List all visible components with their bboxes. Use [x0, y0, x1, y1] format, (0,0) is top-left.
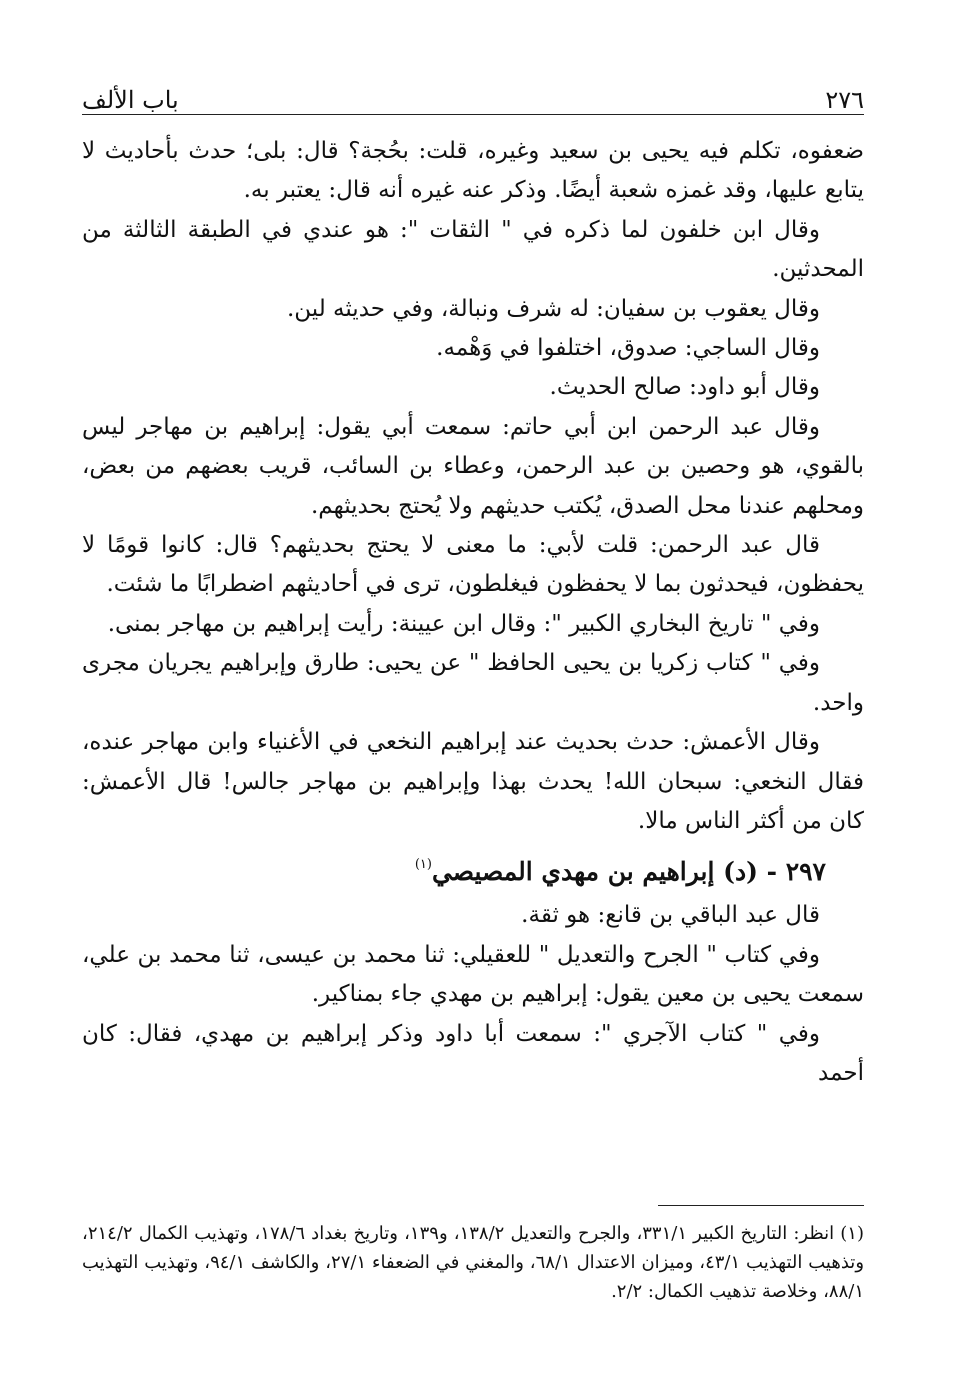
paragraph-ibn-khalfun: وقال ابن خلفون لما ذكره في " الثقات ": هو عندي في الطبقة الثالثة من المحدثين.	[82, 216, 864, 283]
paragraph-abdurrahman: قال عبد الرحمن: قلت لأبي: ما معنى لا يحتج بحديثهم؟ قال: كانوا قومًا لا يحفظون، فيحدثون بما لا يحفظون فيغلطون، ترى في أحاديثهم اضطرابًا ما شئت.	[82, 532, 864, 598]
paragraph-ibn-abi-hatim: وقال عبد الرحمن ابن أبي حاتم: سمعت أبي يقول: إبراهيم بن مهاجر ليس بالقوي، هو وحصين بن عبد الرحمن، وعطاء بن السائب، قريب بعضهم من بعض، ومحلهم عندنا محل الصدق، يُكتب حديثهم ولا يُحتج بحديثهم.	[82, 413, 864, 519]
page-number: ٢٧٦	[825, 86, 864, 114]
paragraph-continuation: ضعفوه، تكلم فيه يحيى بن سعيد وغيره، قلت: بحُجة؟ قال: بلى؛ حدث بأحاديث لا يتابع عليها، وقد غمزه شعبة أيضًا. وذكر عنه غيره أنه قال: يعتبر به.	[82, 138, 864, 204]
book-page	[82, 0, 864, 1377]
footnote-divider	[658, 1205, 864, 1206]
footnote-1: (١) انظر: التاريخ الكبير ٣٣١/١، والجرح والتعديل ١٣٨/٢، و١٣٩، وتاريخ بغداد ١٧٨/٦، وتهذيب الكمال ٢١٤/٢، وتذهيب التهذيب ٤٣/١، وميزان الاعتدال ٦٨/١، والمغني في الضعفاء ٢٧/١، والكاشف ٩٤/١، وتهذيب التهذيب ٨٨/١، وخلاصة تذهيب الكمال: ٢/٢.	[82, 1223, 865, 1302]
main-text	[82, 132, 864, 1093]
footnote-reference[interactable]: (١)	[414, 857, 432, 873]
paragraph-ajurri: وفي " كتاب الآجري ": سمعت أبا داود وذكر إبراهيم بن مهدي، فقال: كان أحمد	[82, 1020, 864, 1086]
paragraph-saji: وقال الساجي: صدوق، اختلفوا في وَهْمه.	[436, 335, 820, 362]
paragraph-ibn-qani: قال عبد الباقي بن قانع: هو ثقة.	[521, 902, 820, 929]
footnotes	[82, 1219, 864, 1306]
entry-heading	[82, 841, 864, 896]
entry-title: ٢٩٧ - (د) إبراهيم بن مهدي المصيصي	[431, 857, 826, 887]
paragraph-abu-dawud: وقال أبو داود: صالح الحديث.	[549, 374, 820, 401]
running-header	[82, 72, 864, 112]
paragraph-uqayli: وفي كتاب " الجرح والتعديل " للعقيلي: ثنا محمد بن عيسى، ثنا محمد بن علي، سمعت يحيى بن معين يقول: إبراهيم بن مهدي جاء بمناكير.	[82, 941, 864, 1008]
paragraph-yaqub: وقال يعقوب بن سفيان: له شرف ونبالة، وفي حديثه لين.	[286, 295, 820, 322]
paragraph-bukhari: وفي " تاريخ البخاري الكبير ": وقال ابن عيينة: رأيت إبراهيم بن مهاجر بمنى.	[107, 610, 820, 637]
paragraph-zakariya: وفي " كتاب زكريا بن يحيى الحافظ " عن يحيى: طارق وإبراهيم يجريان مجرى واحد.	[82, 650, 864, 716]
paragraph-amash: وقال الأعمش: حدث بحديث عند إبراهيم النخعي في الأغنياء وابن مهاجر عنده، فقال النخعي: سبحان الله! يحدث بهذا وإبراهيم بن مهاجر جالس! قال الأعمش: كان من أكثر الناس مالا.	[82, 729, 864, 834]
section-title: باب الألف	[82, 86, 179, 114]
header-divider	[82, 114, 864, 115]
